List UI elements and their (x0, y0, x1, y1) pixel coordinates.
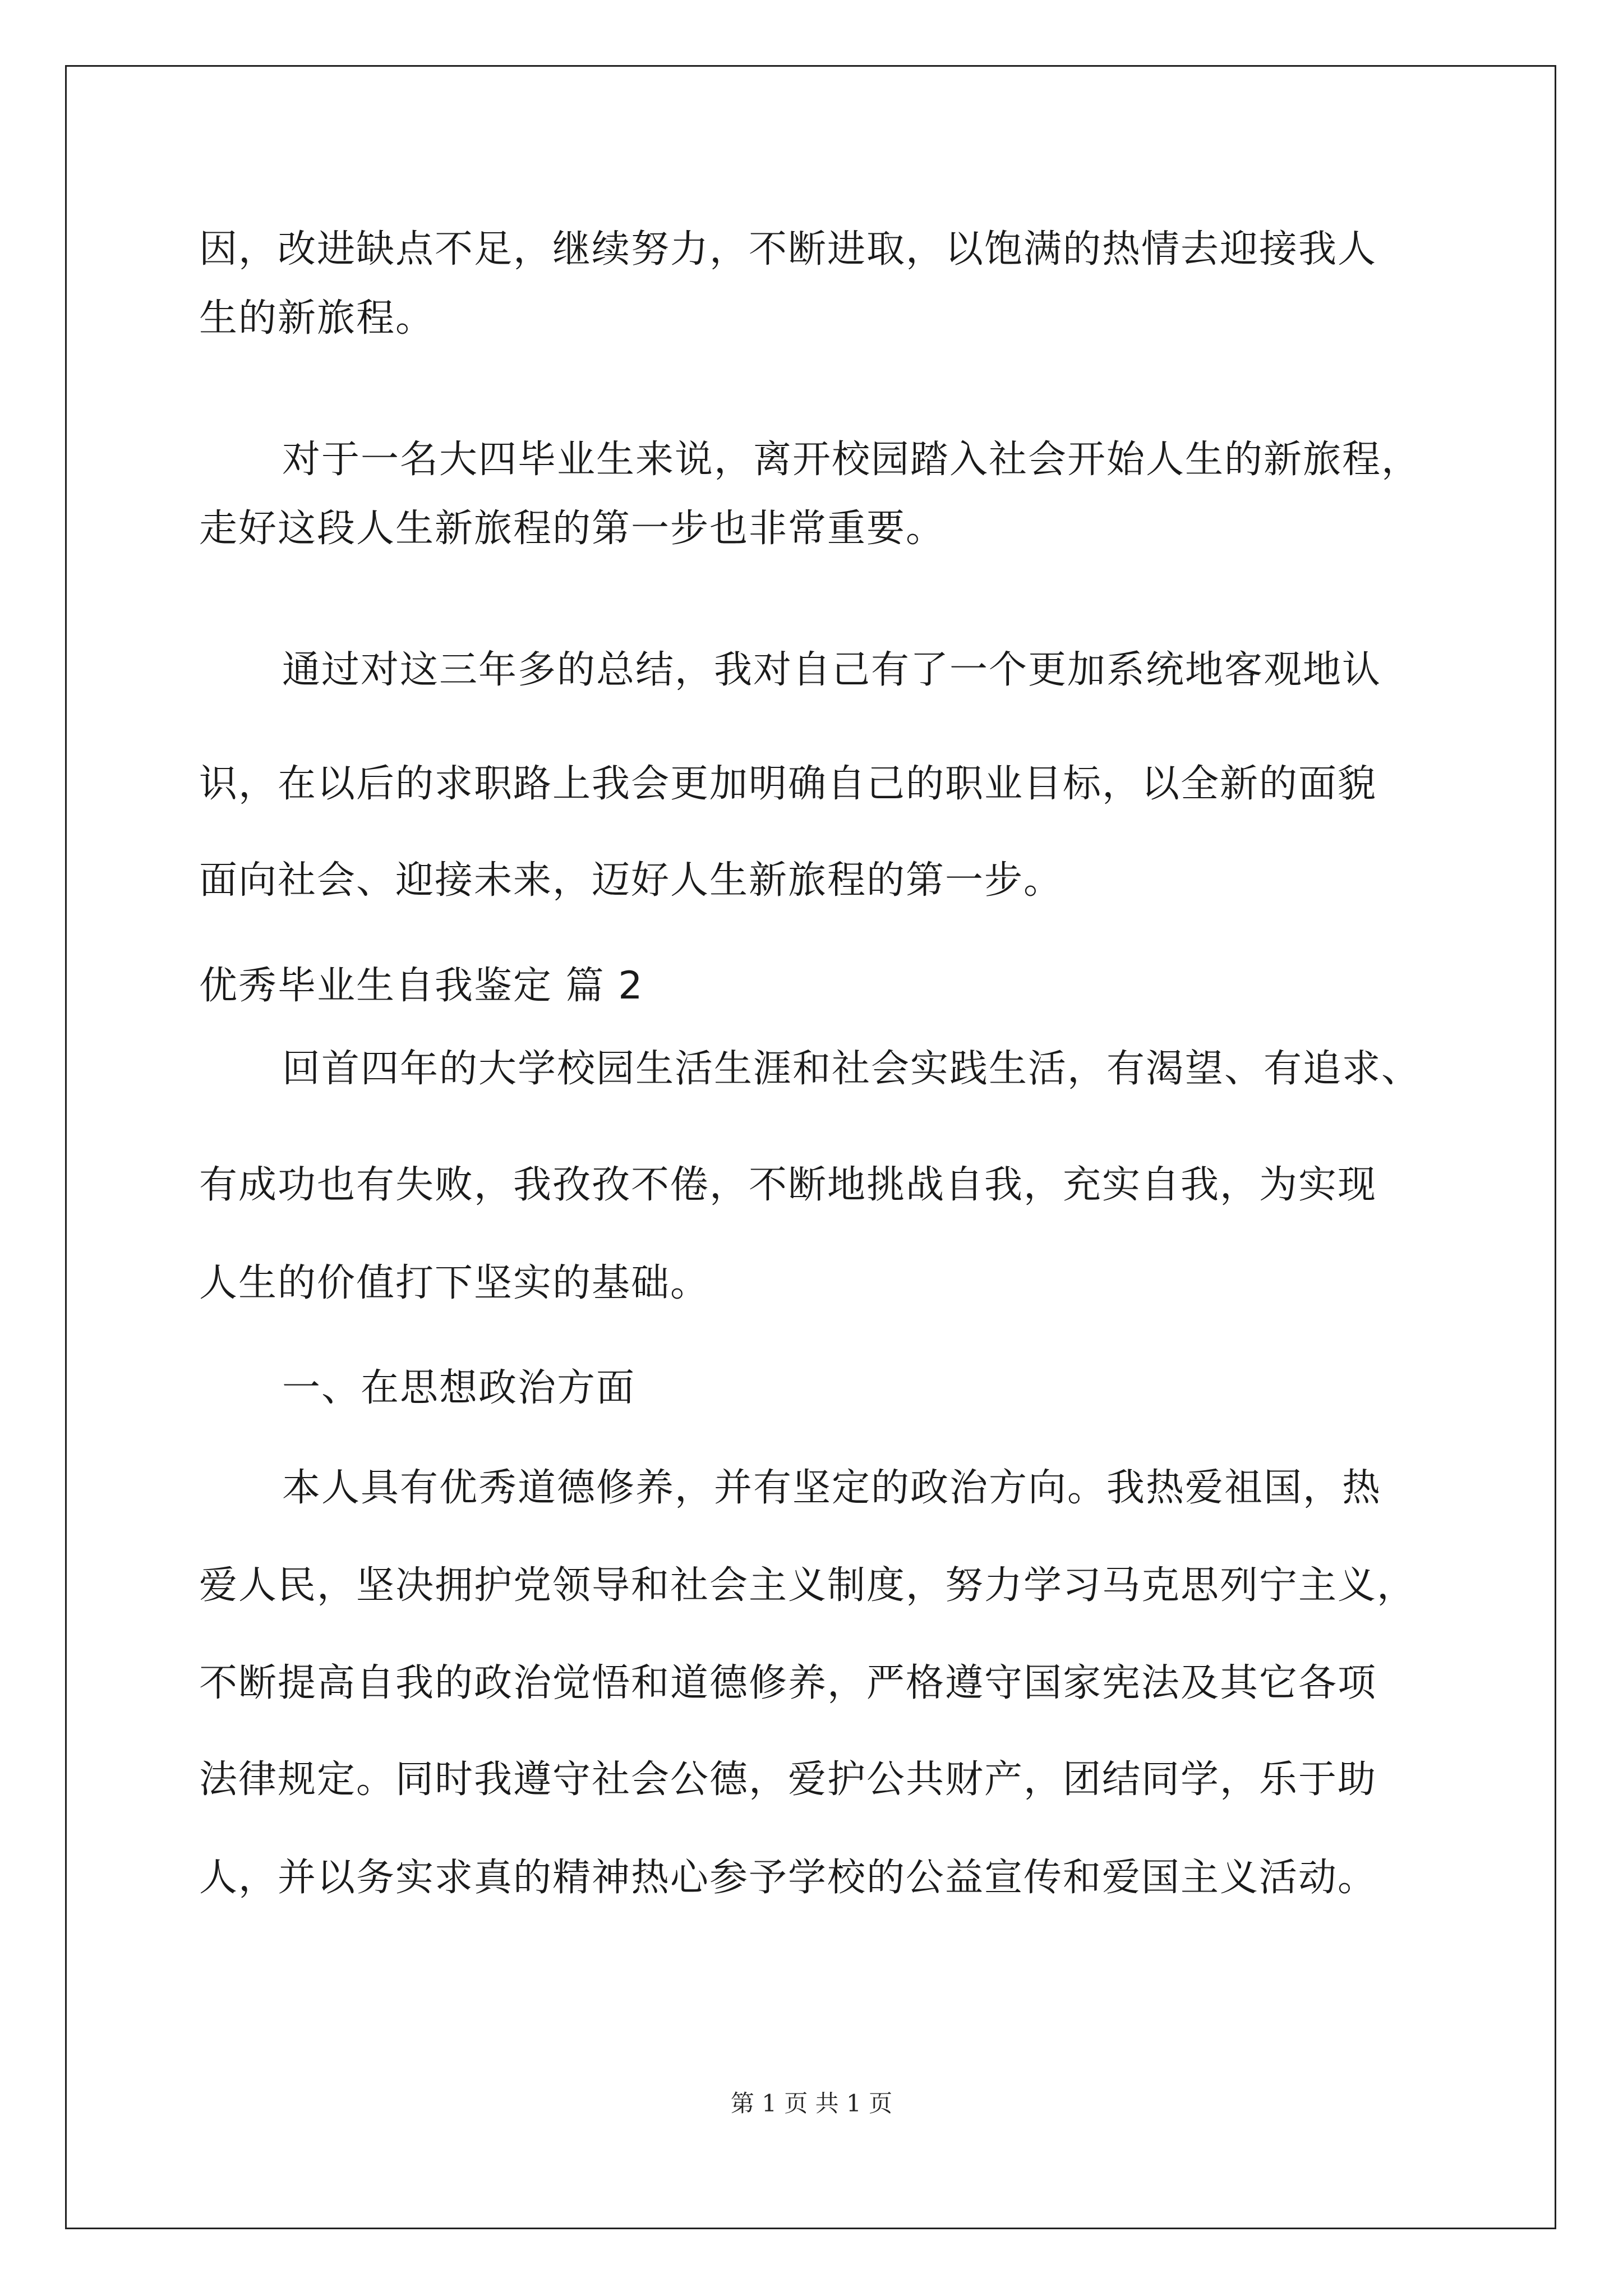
text-line: 不断提高自我的政治觉悟和道德修养，严格遵守国家宪法及其它各项 (199, 1661, 1377, 1705)
text-line: 有成功也有失败，我孜孜不倦，不断地挑战自我，充实自我，为实现 (199, 1163, 1377, 1207)
page-footer: 第 1 页 共 1 页 (730, 2090, 893, 2117)
text-line: 爱人民，坚决拥护党领导和社会主义制度，努力学习马克思列宁主义， (199, 1563, 1417, 1608)
paragraph-line: 通过对这三年多的总结，我对自己有了一个更加系统地客观地认 (282, 648, 1382, 692)
section-heading: 优秀毕业生自我鉴定 篇 2 (199, 964, 644, 1008)
text-line: 人生的价值打下坚实的基础。 (199, 1261, 710, 1305)
paragraph-line: 本人具有优秀道德修养，并有坚定的政治方向。我热爱祖国，热 (282, 1466, 1382, 1510)
subheading: 一、在思想政治方面 (282, 1366, 636, 1410)
text-line: 生的新旅程。 (199, 296, 435, 341)
paragraph-line: 回首四年的大学校园生活生涯和社会实践生活，有渴望、有追求、 (282, 1047, 1421, 1091)
paragraph-line: 对于一名大四毕业生来说，离开校园踏入社会开始人生的新旅程， (282, 438, 1421, 482)
text-line: 走好这段人生新旅程的第一步也非常重要。 (199, 507, 946, 551)
text-line: 法律规定。同时我遵守社会公德，爱护公共财产，团结同学，乐于助 (199, 1757, 1377, 1802)
text-line: 识，在以后的求职路上我会更加明确自己的职业目标，以全新的面貌 (199, 762, 1377, 806)
text-line: 因，改进缺点不足，继续努力，不断进取，以饱满的热情去迎接我人 (199, 227, 1377, 272)
text-line: 面向社会、迎接未来，迈好人生新旅程的第一步。 (199, 858, 1063, 903)
text-line: 人，并以务实求真的精神热心参予学校的公益宣传和爱国主义活动。 (199, 1856, 1377, 1900)
page-border (65, 65, 1556, 2229)
